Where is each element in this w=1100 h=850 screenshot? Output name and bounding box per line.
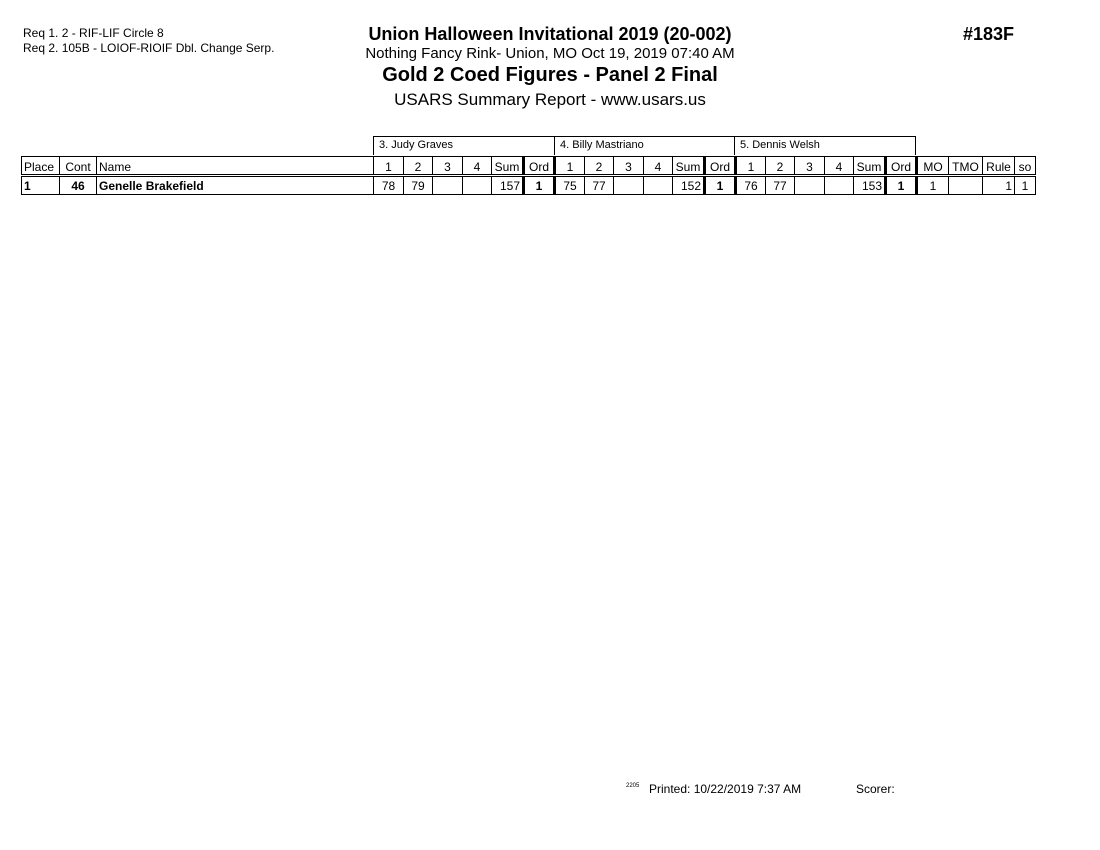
- scores-table: [21, 156, 1036, 195]
- row-j5-ord: 1: [886, 176, 917, 195]
- event-subtitle: Nothing Fancy Rink- Union, MO Oct 19, 2019 07:40 AM: [365, 45, 735, 62]
- footer-scorer: Scorer:: [856, 782, 895, 796]
- row-name: Genelle Brakefield: [97, 176, 374, 195]
- col-j3-3: 3: [433, 157, 463, 176]
- col-mo: MO: [917, 157, 949, 176]
- col-name: Name: [97, 157, 374, 176]
- col-j4-3: 3: [614, 157, 644, 176]
- col-place: Place: [22, 157, 60, 176]
- col-j5-1: 1: [736, 157, 766, 176]
- row-j3-score-2: 79: [404, 176, 433, 195]
- row-j5-score-3: [795, 176, 825, 195]
- row-j3-score-3: [433, 176, 463, 195]
- report-number: #183F: [963, 24, 1015, 44]
- col-j5-2: 2: [766, 157, 795, 176]
- row-j4-score-3: [614, 176, 644, 195]
- col-j5-ord: Ord: [886, 157, 917, 176]
- row-cont: 46: [60, 176, 97, 195]
- judge-header-4: 4. Billy Mastriano: [554, 136, 735, 155]
- col-j3-1: 1: [374, 157, 404, 176]
- table-header-row: [22, 157, 1036, 176]
- col-j5-4: 4: [825, 157, 854, 176]
- row-so: 1: [1015, 176, 1036, 195]
- row-j5-score-4: [825, 176, 854, 195]
- row-j4-score-4: [644, 176, 673, 195]
- col-j5-sum: Sum: [854, 157, 886, 176]
- row-j5-sum: 153: [854, 176, 886, 195]
- row-rule: 1: [983, 176, 1015, 195]
- col-j4-ord: Ord: [705, 157, 736, 176]
- row-place: 1: [22, 176, 60, 195]
- col-j5-3: 3: [795, 157, 825, 176]
- col-j4-sum: Sum: [673, 157, 705, 176]
- row-mo: 1: [917, 176, 949, 195]
- row-tmo: [949, 176, 983, 195]
- requirement-1: Req 1. 2 - RIF-LIF Circle 8: [23, 26, 164, 40]
- row-j4-ord: 1: [705, 176, 736, 195]
- col-so: so: [1015, 157, 1036, 176]
- col-j3-2: 2: [404, 157, 433, 176]
- footer-code: 2205: [626, 783, 640, 789]
- col-j4-2: 2: [585, 157, 614, 176]
- col-rule: Rule: [983, 157, 1015, 176]
- report-name: USARS Summary Report - www.usars.us: [394, 90, 706, 109]
- event-title: Union Halloween Invitational 2019 (20-002): [368, 24, 732, 44]
- row-j5-score-2: 77: [766, 176, 795, 195]
- col-j4-4: 4: [644, 157, 673, 176]
- judge-header-3: 3. Judy Graves: [373, 136, 555, 155]
- col-j4-1: 1: [555, 157, 585, 176]
- row-j4-sum: 152: [673, 176, 705, 195]
- table-row: [22, 176, 1036, 195]
- row-j3-sum: 157: [492, 176, 524, 195]
- col-tmo: TMO: [949, 157, 983, 176]
- judge-header-5: 5. Dennis Welsh: [734, 136, 916, 155]
- footer-printed: Printed: 10/22/2019 7:37 AM: [649, 782, 802, 796]
- row-j5-score-1: 76: [736, 176, 766, 195]
- row-j3-ord: 1: [524, 176, 555, 195]
- col-j3-ord: Ord: [524, 157, 555, 176]
- col-j3-sum: Sum: [492, 157, 524, 176]
- row-j3-score-1: 78: [374, 176, 404, 195]
- event-name: Gold 2 Coed Figures - Panel 2 Final: [382, 64, 718, 86]
- row-j4-score-2: 77: [585, 176, 614, 195]
- row-j3-score-4: [463, 176, 492, 195]
- col-j3-4: 4: [463, 157, 492, 176]
- row-j4-score-1: 75: [555, 176, 585, 195]
- requirement-2: Req 2. 105B - LOIOF-RIOIF Dbl. Change Serp.: [23, 41, 275, 55]
- col-cont: Cont: [60, 157, 97, 176]
